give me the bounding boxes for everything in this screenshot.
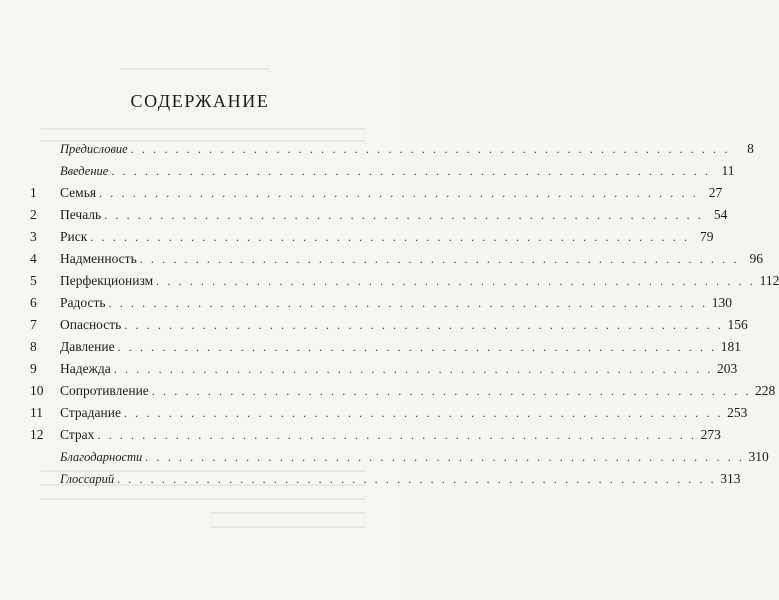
- page-number: 228: [755, 383, 776, 398]
- toc-entry[interactable]: [30, 270, 779, 292]
- chapter-number: 5: [30, 273, 37, 288]
- toc-entry[interactable]: [30, 314, 748, 336]
- toc-entry[interactable]: [30, 182, 723, 204]
- chapter-number: 4: [30, 251, 37, 266]
- chapter-number: 9: [30, 361, 37, 376]
- bleed-through-line: [210, 526, 366, 528]
- page-number: 54: [713, 207, 728, 222]
- dot-leader: . . . . . . . . . . . . . . . . . . . . . . . . . . . . . . . . . . . . . . . . . . . . . . . . . . . . . .: [113, 362, 713, 376]
- dot-leader: . . . . . . . . . . . . . . . . . . . . . . . . . . . . . . . . . . . . . . . . . . . . . . . . . . . . . .: [111, 164, 711, 178]
- chapter-number: 12: [30, 427, 44, 442]
- dot-leader: . . . . . . . . . . . . . . . . . . . . . . . . . . . . . . . . . . . . . . . . . . . . . . . . . . . . . .: [139, 252, 739, 266]
- bleed-through-line: [210, 512, 366, 514]
- chapter-number: 1: [30, 185, 37, 200]
- page-number: 273: [700, 427, 721, 442]
- toc-entry[interactable]: [30, 204, 728, 226]
- dot-leader: . . . . . . . . . . . . . . . . . . . . . . . . . . . . . . . . . . . . . . . . . . . . . . . . . . . . . .: [99, 186, 699, 200]
- page-number: 11: [721, 163, 735, 178]
- bleed-through-line: [40, 128, 366, 130]
- bleed-through-line: [120, 68, 270, 70]
- toc-entry[interactable]: [30, 446, 769, 468]
- page-number: 130: [711, 295, 732, 310]
- entry-title: Радость: [60, 295, 106, 310]
- dot-leader: . . . . . . . . . . . . . . . . . . . . . . . . . . . . . . . . . . . . . . . . . . . . . . . . . . . . . .: [145, 450, 745, 464]
- entry-title: Глоссарий: [60, 472, 115, 486]
- dot-leader: . . . . . . . . . . . . . . . . . . . . . . . . . . . . . . . . . . . . . . . . . . . . . . . . . . . . . .: [90, 230, 690, 244]
- entry-title: Риск: [60, 229, 88, 244]
- page-number: 112: [759, 273, 779, 288]
- entry-title: Надменность: [60, 251, 137, 266]
- entry-title: Страх: [60, 427, 95, 442]
- entry-title: Благодарности: [60, 450, 143, 464]
- chapter-number: 6: [30, 295, 37, 310]
- chapter-number: 10: [30, 383, 44, 398]
- page-number: 156: [727, 317, 748, 332]
- page-number: 27: [708, 185, 723, 200]
- dot-leader: . . . . . . . . . . . . . . . . . . . . . . . . . . . . . . . . . . . . . . . . . . . . . . . . . . . . . .: [117, 472, 717, 486]
- chapter-number: 3: [30, 229, 37, 244]
- toc-entry[interactable]: [30, 358, 738, 380]
- page-number: 203: [717, 361, 738, 376]
- page-number: 310: [748, 449, 769, 464]
- dot-leader: . . . . . . . . . . . . . . . . . . . . . . . . . . . . . . . . . . . . . . . . . . . . . . . . . . . . . .: [156, 274, 756, 288]
- page-number: 253: [727, 405, 748, 420]
- page-number: 96: [749, 251, 763, 266]
- page-number: 181: [720, 339, 742, 354]
- toc-entry[interactable]: [30, 468, 741, 490]
- chapter-number: 2: [30, 207, 37, 222]
- entry-title: Печаль: [60, 207, 102, 222]
- chapter-number: 11: [30, 405, 43, 420]
- entry-title: Семья: [60, 185, 97, 200]
- entry-title: Предисловие: [60, 142, 128, 156]
- page-number: 313: [720, 471, 741, 486]
- toc-entry[interactable]: [30, 336, 742, 358]
- entry-title: Давление: [60, 339, 115, 354]
- toc-entry[interactable]: [30, 160, 735, 182]
- entry-title: Сопротивление: [60, 383, 149, 398]
- dot-leader: . . . . . . . . . . . . . . . . . . . . . . . . . . . . . . . . . . . . . . . . . . . . . . . . . . . . . .: [97, 428, 697, 442]
- entry-title: Введение: [60, 164, 109, 178]
- toc-entry[interactable]: [30, 292, 732, 314]
- toc-entry[interactable]: [30, 402, 748, 424]
- toc-entry[interactable]: [30, 248, 763, 270]
- toc-entry[interactable]: [30, 226, 714, 248]
- bleed-through-line: [40, 498, 366, 500]
- chapter-number: 7: [30, 317, 37, 332]
- dot-leader: . . . . . . . . . . . . . . . . . . . . . . . . . . . . . . . . . . . . . . . . . . . . . . . . . . . . . .: [123, 406, 724, 420]
- toc-entry[interactable]: [30, 380, 776, 402]
- dot-leader: . . . . . . . . . . . . . . . . . . . . . . . . . . . . . . . . . . . . . . . . . . . . . . . . . . . . . .: [117, 340, 717, 354]
- entry-title: Перфекционизм: [60, 273, 154, 288]
- entry-title: Страдание: [60, 405, 121, 420]
- chapter-number: 8: [30, 339, 37, 354]
- page-title: СОДЕРЖАНИЕ: [130, 91, 270, 111]
- dot-leader: . . . . . . . . . . . . . . . . . . . . . . . . . . . . . . . . . . . . . . . . . . . . . . . . . . . . . .: [108, 296, 708, 310]
- table-of-contents: [30, 138, 779, 490]
- entry-title: Опасность: [60, 317, 122, 332]
- dot-leader: . . . . . . . . . . . . . . . . . . . . . . . . . . . . . . . . . . . . . . . . . . . . . . . . . . . . . .: [104, 208, 704, 222]
- dot-leader: . . . . . . . . . . . . . . . . . . . . . . . . . . . . . . . . . . . . . . . . . . . . . . . . . . . . . .: [124, 318, 724, 332]
- dot-leader: . . . . . . . . . . . . . . . . . . . . . . . . . . . . . . . . . . . . . . . . . . . . . . . . . . . . . .: [130, 142, 730, 156]
- dot-leader: . . . . . . . . . . . . . . . . . . . . . . . . . . . . . . . . . . . . . . . . . . . . . . . . . . . . . .: [151, 384, 751, 398]
- toc-entry[interactable]: [30, 138, 754, 160]
- page-number: 8: [747, 141, 754, 156]
- entry-title: Надежда: [60, 361, 111, 376]
- toc-entry[interactable]: [30, 424, 721, 446]
- page-number: 79: [700, 229, 714, 244]
